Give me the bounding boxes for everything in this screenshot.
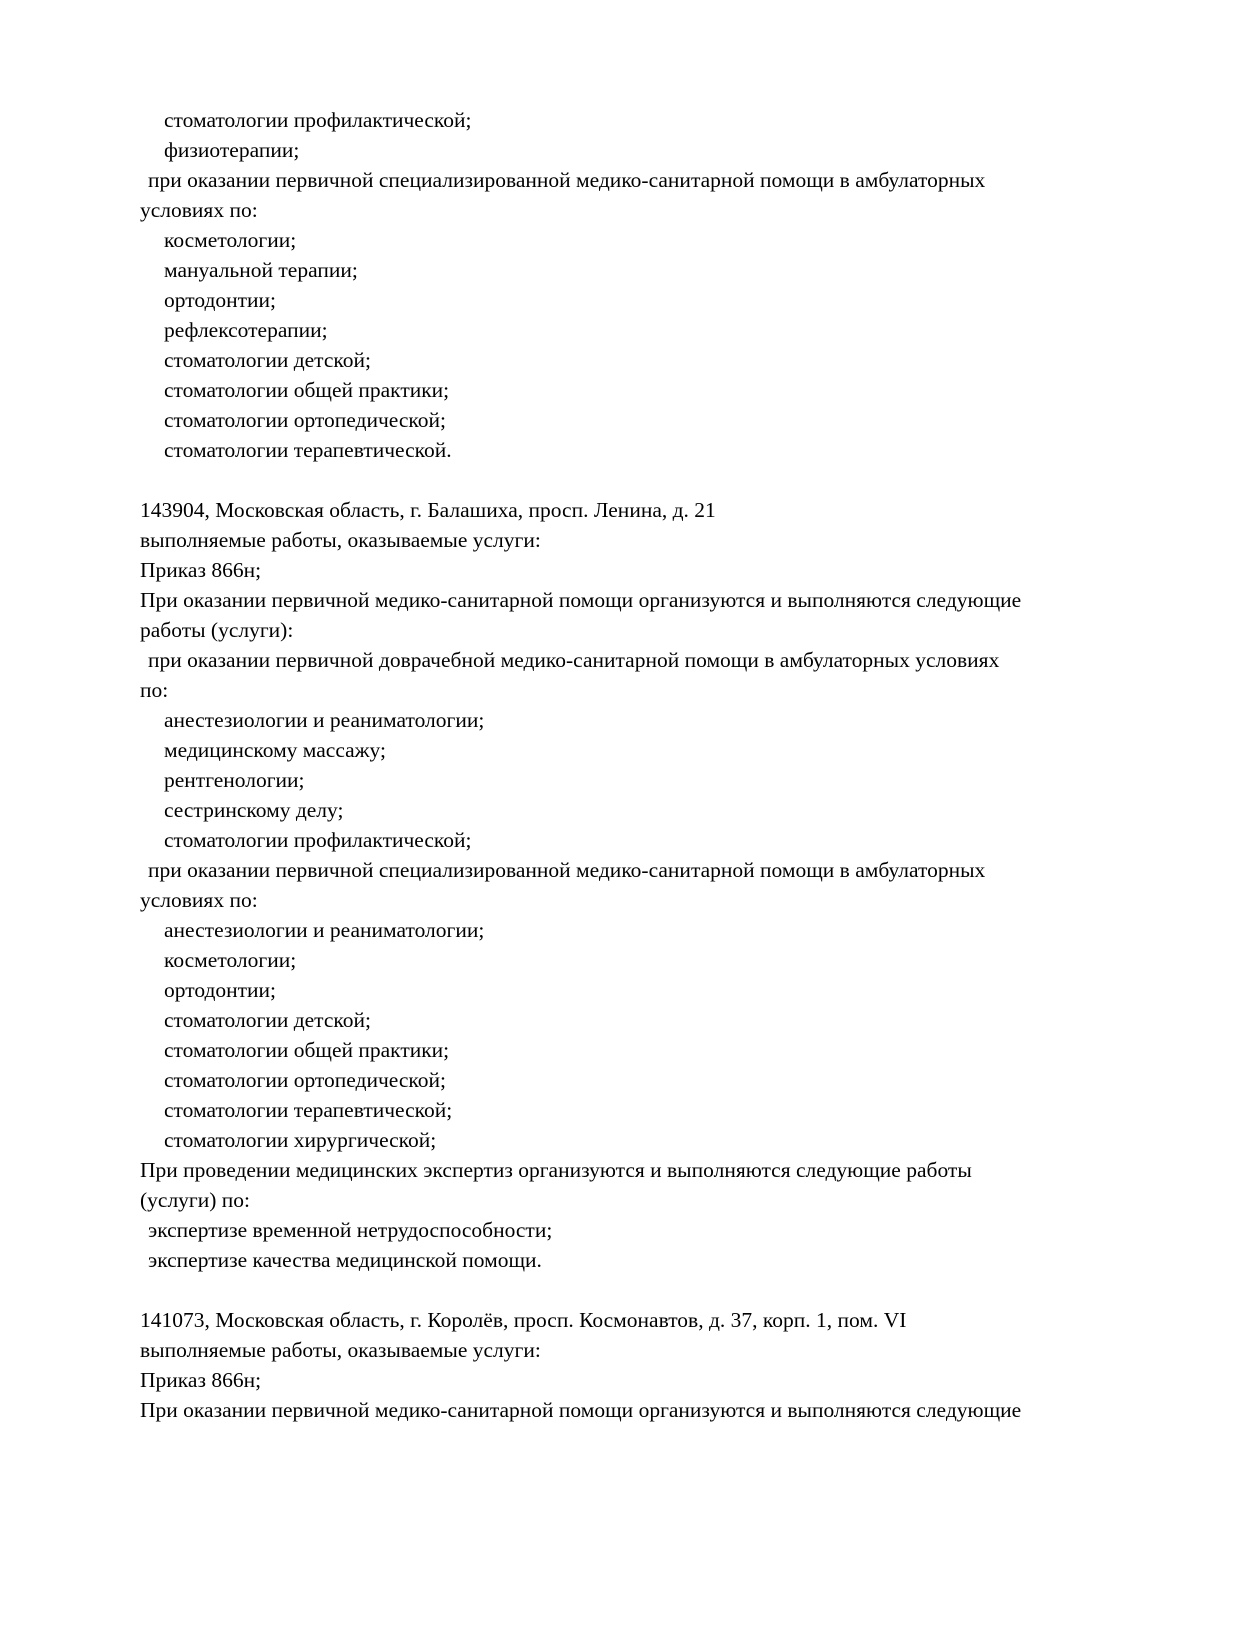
works-services-label: выполняемые работы, оказываемые услуги: <box>140 528 541 552</box>
service-item-line: стоматологии детской; <box>164 348 371 372</box>
paragraph-line: по: <box>140 678 169 702</box>
service-item-line: ортодонтии; <box>164 288 277 312</box>
section-location-korolyov <box>140 1305 1200 1425</box>
service-item-line: стоматологии общей практики; <box>164 378 450 402</box>
order-reference-line: Приказ 866н; <box>140 558 262 582</box>
service-item-line: медицинскому массажу; <box>164 738 386 762</box>
address-line: 141073, Московская область, г. Королёв, просп. Космонавтов, д. 37, корп. 1, пом. VI <box>140 1308 907 1332</box>
service-item-line: экспертизе качества медицинской помощи. <box>148 1248 542 1272</box>
service-item-line: анестезиологии и реаниматологии; <box>164 708 485 732</box>
section-works-continuation <box>140 105 1200 465</box>
service-item-line: стоматологии ортопедической; <box>164 408 447 432</box>
service-item-line: экспертизе временной нетрудоспособности; <box>148 1218 553 1242</box>
address-line: 143904, Московская область, г. Балашиха, просп. Ленина, д. 21 <box>140 498 716 522</box>
service-item-line: сестринскому делу; <box>164 798 344 822</box>
service-item-line: стоматологии общей практики; <box>164 1038 450 1062</box>
paragraph-line: условиях по: <box>140 888 258 912</box>
paragraph-line: При проведении медицинских экспертиз организуются и выполняются следующие работы <box>140 1158 972 1182</box>
service-item-line: стоматологии терапевтической. <box>164 438 452 462</box>
service-item-line: косметологии; <box>164 948 297 972</box>
works-services-label: выполняемые работы, оказываемые услуги: <box>140 1338 541 1362</box>
service-item-line: мануальной терапии; <box>164 258 358 282</box>
service-item-line: стоматологии профилактической; <box>164 828 472 852</box>
paragraph-line: При оказании первичной медико-санитарной помощи организуются и выполняются следующие <box>140 588 1022 612</box>
service-item-line: косметологии; <box>164 228 297 252</box>
service-item-line: рефлексотерапии; <box>164 318 328 342</box>
service-item-line: ортодонтии; <box>164 978 277 1002</box>
paragraph-line: работы (услуги): <box>140 618 294 642</box>
paragraph-line: При оказании первичной медико-санитарной помощи организуются и выполняются следующие <box>140 1398 1022 1422</box>
order-reference-line: Приказ 866н; <box>140 1368 262 1392</box>
section-location-balashikha <box>140 495 1200 1275</box>
paragraph-line: условиях по: <box>140 198 258 222</box>
service-item-line: стоматологии профилактической; <box>164 108 472 132</box>
service-item-line: стоматологии терапевтической; <box>164 1098 453 1122</box>
service-item-line: стоматологии хирургической; <box>164 1128 437 1152</box>
service-item-line: физиотерапии; <box>164 138 300 162</box>
service-item-line: рентгенологии; <box>164 768 305 792</box>
paragraph-line: при оказании первичной доврачебной медико-санитарной помощи в амбулаторных условиях <box>148 648 1000 672</box>
service-item-line: стоматологии ортопедической; <box>164 1068 447 1092</box>
paragraph-line: при оказании первичной специализированной медико-санитарной помощи в амбулаторных <box>148 168 986 192</box>
paragraph-line: (услуги) по: <box>140 1188 251 1212</box>
service-item-line: стоматологии детской; <box>164 1008 371 1032</box>
paragraph-line: при оказании первичной специализированной медико-санитарной помощи в амбулаторных <box>148 858 986 882</box>
service-item-line: анестезиологии и реаниматологии; <box>164 918 485 942</box>
